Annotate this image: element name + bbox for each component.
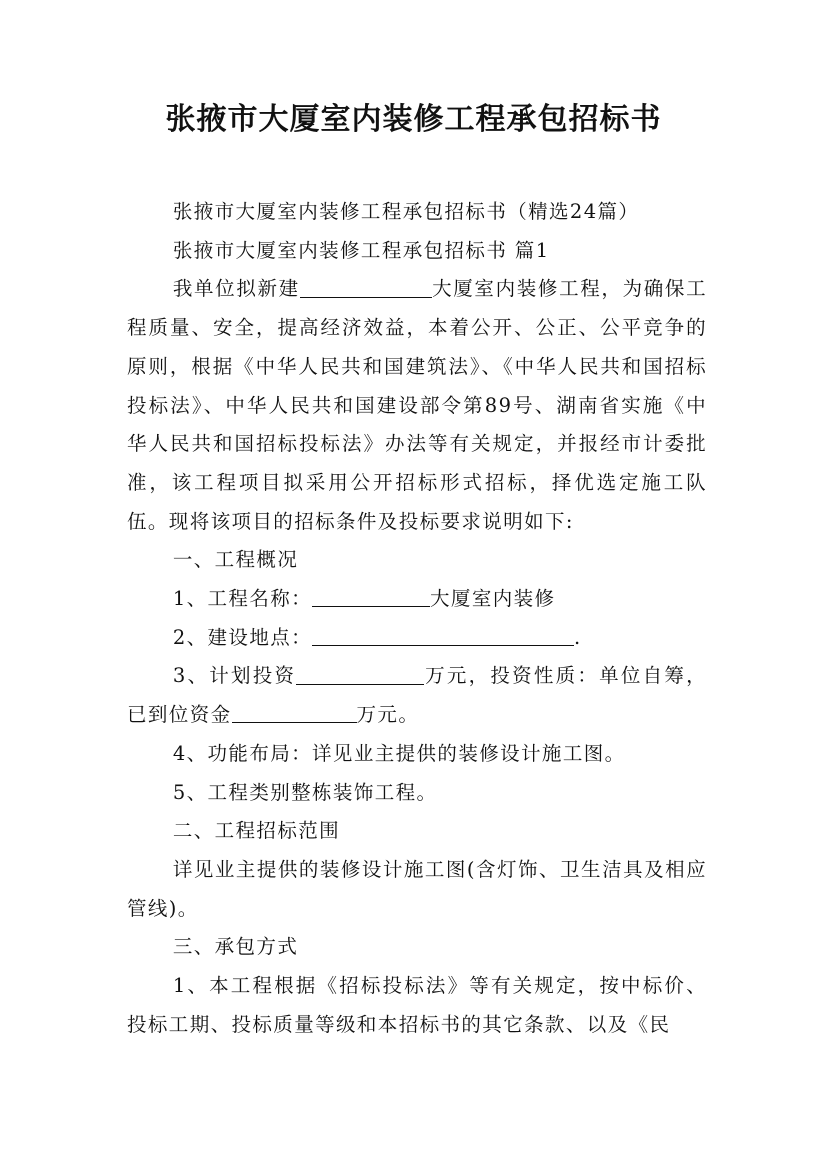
paragraph-contract-method: 1、本工程根据《招标投标法》等有关规定，按中标价、投标工期、投标质量等级和本招标书的其它条款、以及《民 [127, 974, 707, 1036]
heading-project-overview: 一、工程概况 [172, 548, 299, 572]
blank-building-name [300, 277, 432, 298]
paragraph-collection-title: 张掖市大厦室内装修工程承包招标书（精选24篇） [172, 200, 640, 223]
investment-label: 3、计划投资 [172, 664, 297, 688]
project-name-suffix: 大厦室内装修 [430, 587, 556, 611]
project-name-label: 1、工程名称： [172, 587, 313, 611]
item-construction-location [127, 619, 707, 658]
blank-funds [232, 703, 357, 724]
paragraph-introduction [127, 270, 707, 541]
item-planned-investment [127, 657, 707, 734]
blank-investment [296, 664, 424, 685]
item-project-category: 5、工程类别整栋装饰工程。 [172, 780, 438, 804]
investment-text: 万元，投资性质：单位自筹，已到位资金 [127, 664, 707, 727]
paragraph-tender-scope: 详见业主提供的装修设计施工图(含灯饰、卫生洁具及相应管线)。 [127, 857, 707, 920]
item-function-layout: 4、功能布局：详见业主提供的装修设计施工图。 [172, 741, 626, 765]
intro-text-rest: 大厦室内装修工程，为确保工程质量、安全，提高经济效益，本着公开、公正、公平竞争的原则，根据《中华人民共和国建筑法》、《中华人民共和国招标投标法》、中华人民共和国建设部令第89号、湖南省实施《中华人民共和国招标投标法》办法等有关规定，并报经市计委批准，该工程项目拟采用公开招标形式招标，择优选定施工队伍。现将该项目的招标条件及投标要求说明如下: [127, 277, 708, 533]
paragraph-section-heading: 张掖市大厦室内装修工程承包招标书 篇1 [172, 238, 550, 262]
funds-unit: 万元。 [356, 703, 420, 727]
item-project-name [127, 580, 707, 619]
location-label: 2、建设地点： [172, 625, 313, 649]
intro-text-start: 我单位拟新建 [172, 277, 300, 301]
blank-project-name [312, 587, 430, 608]
blank-location [312, 626, 574, 647]
document-title: 张掖市大厦室内装修工程承包招标书 [165, 102, 662, 137]
document-body [127, 193, 707, 1044]
location-period: . [574, 625, 582, 649]
heading-tender-scope: 二、工程招标范围 [172, 819, 341, 843]
heading-contract-method: 三、承包方式 [172, 935, 299, 959]
